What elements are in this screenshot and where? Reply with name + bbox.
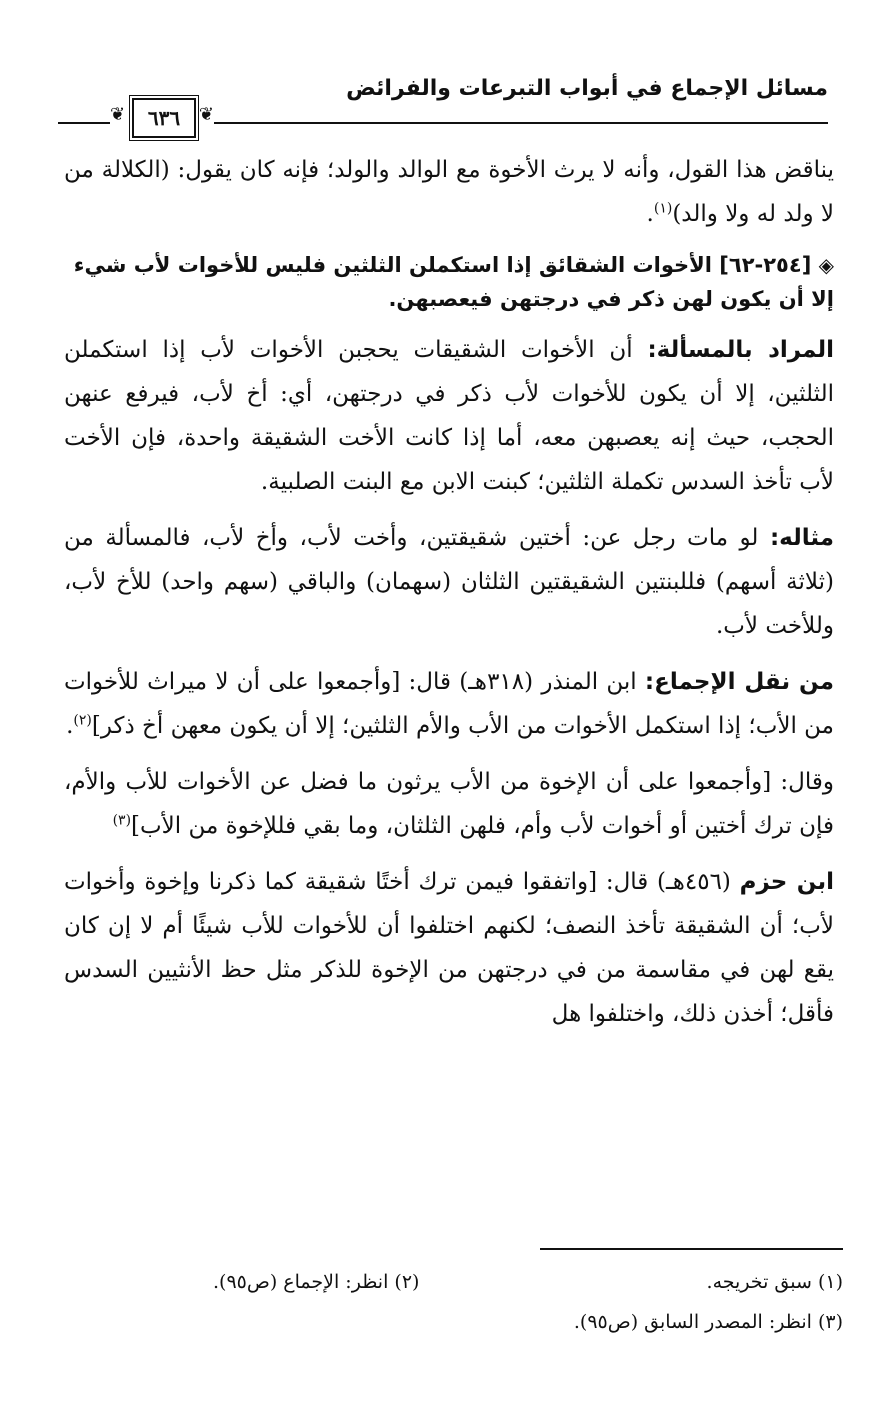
ornament-icon: ❦ (198, 104, 214, 125)
paragraph-qal (64, 760, 834, 848)
meaning-lead: المراد بالمسألة: (647, 337, 835, 363)
running-header (58, 66, 828, 130)
footnote-rule (540, 1248, 843, 1250)
hazm-lead: ابن حزم (739, 869, 834, 895)
paragraph-end: . (66, 713, 74, 739)
meaning-text: أن الأخوات الشقيقات يحجبن الأخوات لأب إذا استكملن الثلثين، إلا أن يكون للأخوات لأب ذكر في درجتهن، أي: أخ لأب، فيرفع عنهن الحجب، حيث إنه يعصبهن معه، أما إذا كانت الأخت الشقيقة واحدة، فإن الأخت لأب تأخذ السدس تكملة الثلثين؛ كبنت الابن مع البنت الصلبية. (64, 337, 834, 495)
ijma-lead: من نقل الإجماع: (644, 669, 834, 695)
ornament-icon: ❦ (110, 104, 126, 125)
footnote-2: (٢) انظر: الإجماع (ص٩٥). (213, 1271, 420, 1293)
issue-text: [٢٥٤-٦٢] الأخوات الشقائق إذا استكملن الثلثين فليس للأخوات لأب شيء إلا أن يكون لهن ذكر في درجتهن فيعصبهن. (73, 253, 834, 311)
paragraph-example (64, 516, 834, 648)
footnote-1: (١) سبق تخريجه. (706, 1271, 843, 1293)
page-number-frame (110, 96, 214, 140)
header-title: مسائل الإجماع في أبواب التبرعات والفرائض (346, 76, 828, 101)
paragraph-meaning (64, 328, 834, 504)
page-content (64, 148, 834, 1036)
footnote-row (53, 1262, 843, 1302)
footnote-ref: (١) (653, 200, 673, 217)
footnote-ref: (٣) (112, 812, 132, 829)
qal-text: وقال: [وأجمعوا على أن الإخوة من الأب يرثون ما فضل عن الأخوات للأب والأم، فإن ترك أختين أو أخوات لأب وأم، فلهن الثلثان، وما بقي فللإخوة من الأب] (64, 769, 834, 839)
footnote-ref: (٢) (73, 712, 92, 729)
paragraph-ijma (64, 660, 834, 748)
example-text: لو مات رجل عن: أختين شقيقتين، وأخت لأب، وأخ لأب، فالمسألة من (ثلاثة أسهم) فللبنتين الشقيقتين الثلثان (سهمان) والباقي (سهم واحد) للأخ لأب، وللأخت لأب. (64, 525, 834, 639)
page-number: ٦٣٦ (132, 98, 196, 138)
diamond-icon: ◈ (818, 253, 834, 277)
paragraph-continuation (64, 148, 834, 236)
paragraph-text: يناقض هذا القول، وأنه لا يرث الأخوة مع الوالد والولد؛ فإنه كان يقول: (الكلالة من لا ولد له ولا والد) (64, 157, 834, 227)
paragraph-end: . (646, 201, 654, 227)
paragraph-ibn-hazm (64, 860, 834, 1036)
footnote-row (53, 1302, 843, 1342)
issue-heading (64, 248, 834, 316)
example-lead: مثاله: (769, 525, 835, 551)
hazm-text: (٤٥٦هـ) قال: [واتفقوا فيمن ترك أختًا شقيقة كما ذكرنا وإخوة وأخوات لأب؛ أن الشقيقة تأخذ النصف؛ لكنهم اختلفوا أن للأخوات للأب شيئًا أم لا إن كان يقع لهن في مقاسمة من في درجتهن من الإخوة للذكر مثل حظ الأنثيين السدس فأقل؛ أخذن ذلك، واختلفوا هل (64, 869, 834, 1027)
footnotes (53, 1262, 843, 1342)
footnote-3: (٣) انظر: المصدر السابق (ص٩٥). (573, 1311, 843, 1333)
ijma-text: ابن المنذر (٣١٨هـ) قال: [وأجمعوا على أن لا ميراث للأخوات من الأب؛ إذا استكمل الأخوات من الأب والأم الثلثين؛ إلا أن يكون معهن أخ ذكر] (64, 669, 834, 739)
